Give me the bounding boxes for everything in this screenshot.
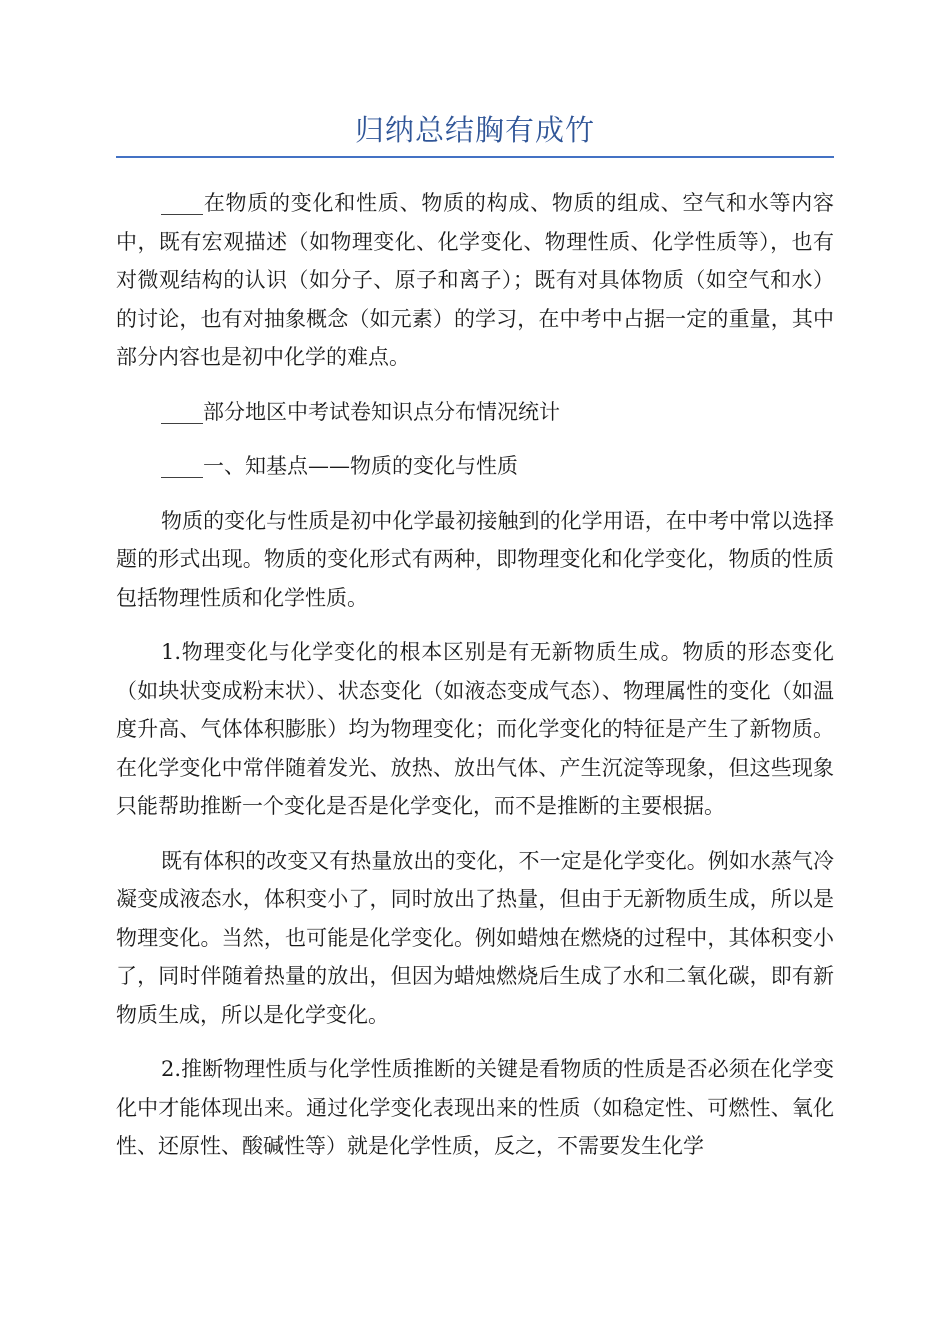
paragraph-intro: ____在物质的变化和性质、物质的构成、物质的组成、空气和水等内容中，既有宏观描述（如物理变化、化学变化、物理性质、化学性质等），也有对微观结构的认识（如分子、原子和离子）；既有对具体物质（如空气和水）的讨论，也有对抽象概念（如元素）的学习，在中考中占据一定的重量，其中部分内容也是初中化学的难点。	[116, 191, 834, 369]
paragraph-point-2: 2.推断物理性质与化学性质推断的关键是看物质的性质是否必须在化学变化中才能体现出来。通过化学变化表现出来的性质（如稳定性、可燃性、氧化性、还原性、酸碱性等）就是化学性质，反之，不需要发生化学	[116, 1057, 834, 1158]
paragraph-statistics-heading: ____部分地区中考试卷知识点分布情况统计	[161, 399, 560, 424]
paragraph-example: 既有体积的改变又有热量放出的变化，不一定是化学变化。例如水蒸气冷凝变成液态水，体积变小了，同时放出了热量，但由于无新物质生成，所以是物理变化。当然，也可能是化学变化。例如蜡烛在燃烧的过程中，其体积变小了，同时伴随着热量的放出，但因为蜡烛燃烧后生成了水和二氧化碳，即有新物质生成，所以是化学变化。	[116, 848, 834, 1027]
paragraph-section-heading: ____一、知基点——物质的变化与性质	[161, 454, 518, 478]
paragraph-point-1: 1.物理变化与化学变化的根本区别是有无新物质生成。物质的形态变化（如块状变成粉末状）、状态变化（如液态变成气态）、物理属性的变化（如温度升高、气体体积膨胀）均为物理变化；而化学变化的特征是产生了新物质。在化学变化中常伴随着发光、放热、放出气体、产生沉淀等现象，但这些现象只能帮助推断一个变化是否是化学变化，而不是推断的主要根据。	[116, 640, 834, 818]
document-page	[116, 112, 834, 1182]
document-title: 归纳总结胸有成竹	[116, 112, 834, 158]
paragraph-overview: 物质的变化与性质是初中化学最初接触到的化学用语，在中考中常以选择题的形式出现。物质的变化形式有两种，即物理变化和化学变化，物质的性质包括物理性质和化学性质。	[116, 508, 834, 610]
document-body	[116, 184, 834, 1166]
